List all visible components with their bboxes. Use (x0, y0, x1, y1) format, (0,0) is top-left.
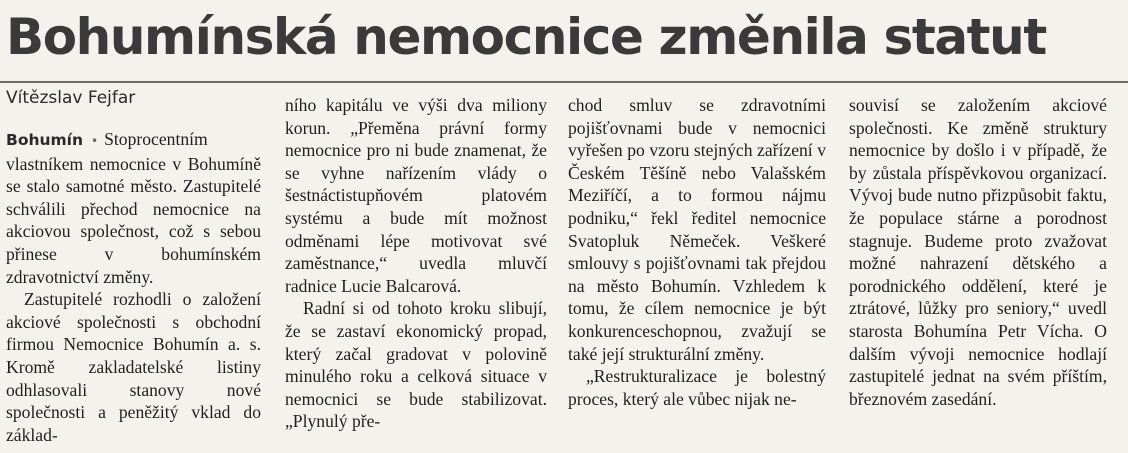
paragraph: Radní si od tohoto kroku slibují, že se zastaví ekonomický propad, který začal gradovat v polovině minulého roku a celková situace v nemocnici se bude stabilizovat. „Plynulý pře- (285, 298, 547, 432)
headline-rule (0, 81, 1128, 83)
bullet-icon: • (91, 134, 99, 148)
article-column-4 (849, 94, 1107, 410)
paragraph: ního kapitálu ve výši dva miliony korun. „Přeměna právní formy nemocnice pro ni bude znamenat, že se vyhne nařízením vlády o šestnáctistupňovém platovém systému a bude mít možnost odměnami lépe motivovat své zaměstnance,“ uvedla mluvčí radnice Lucie Balcarová. (285, 95, 547, 296)
article-column-1 (6, 128, 261, 446)
article-column-3 (568, 94, 826, 410)
paragraph (6, 128, 261, 288)
paragraph: souvisí se založením akciové společnosti. Ke změně struktury nemocnice by došlo i v případě, že by zůstala příspěvkovou organizací. Vývoj bude nutno přizpůsobit faktu, že populace stárne a porodnost stagnuje. Budeme proto zvažovat možné nahrazení dětského a porodnického oddělení, které je ztrátové, lůžky pro seniory,“ uvedl starosta Bohumína Petr Vícha. O dalším vývoji nemocnice hodlají zastupitelé jednat na svém příštím, březnovém zasedání. (849, 95, 1107, 409)
article-headline: Bohumínská nemocnice změnila statut (6, 8, 1046, 66)
paragraph: Zastupitelé rozhodli o založení akciové společnosti s obchodní firmou Nemocnice Bohumín a. s. Kromě zakladatelské listiny odhlasovali stanovy nové společnosti a peněžitý vklad do základ- (6, 289, 261, 445)
article-byline: Vítězslav Fejfar (6, 88, 136, 108)
dateline: Bohumín (6, 131, 84, 149)
article-column-2 (285, 94, 547, 433)
paragraph: chod smluv se zdravotními pojišťovnami bude v nemocnici vyřešen po vzoru stejných zařízení v Českém Těšíně nebo Valašském Meziříčí, a to formou nájmu podniku,“ řekl ředitel nemocnice Svatopluk Němeček. Veškeré smlouvy s pojišťovnami tak přejdou na město Bohumín. Vzhledem k tomu, že cílem nemocnice je být konkurenceschopnou, zvažují se také její strukturální změny. (568, 95, 826, 364)
paragraph-text: Stoprocentním vlastníkem nemocnice v Bohumíně se stalo samotné město. Zastupitelé schválili přechod nemocnice na akciovou společnost, což s sebou přinese v bohumínském zdravotnictví změny. (6, 129, 261, 287)
paragraph: „Restrukturalizace je bolestný proces, který ale vůbec nijak ne- (568, 366, 826, 409)
